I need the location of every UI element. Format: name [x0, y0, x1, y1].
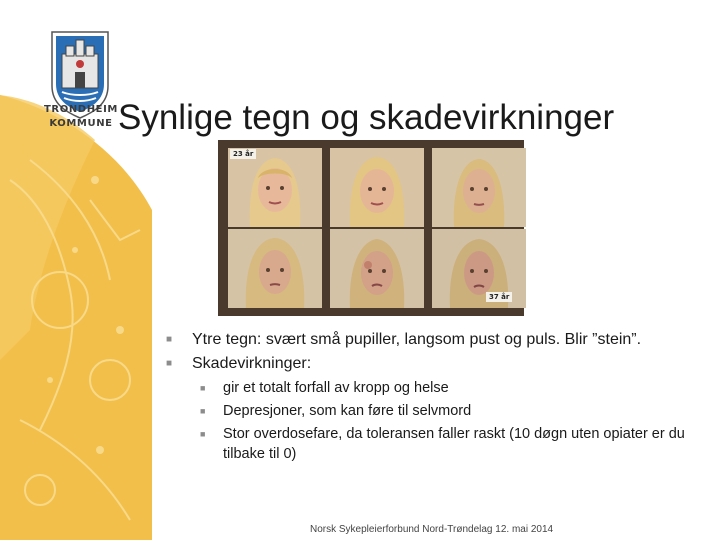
progression-photo — [218, 140, 524, 316]
bullet-text: Ytre tegn: svært små pupiller, langsom pust og puls. Blir ”stein”. — [192, 331, 642, 348]
face-photo-5 — [330, 229, 424, 308]
bullet-item — [166, 330, 686, 350]
bullet-square-icon: ■ — [200, 429, 206, 439]
face-photo-2 — [330, 148, 424, 227]
sub-bullet-list — [166, 378, 686, 464]
face-photo-4 — [228, 229, 322, 308]
sub-bullet-item — [200, 401, 686, 421]
slide-footer: Norsk Sykepleierforbund Nord-Trøndelag 12. mai 2014 — [310, 524, 554, 535]
bullet-text: Skadevirkninger: — [192, 355, 312, 372]
logo-text-kommune: KOMMUNE — [49, 118, 113, 129]
sub-bullet-text: Stor overdosefare, da toleransen faller raskt (10 døgn uten opiater er du tilbake til 0) — [223, 426, 685, 462]
age-label-end: 37 år — [486, 292, 512, 302]
bullet-item — [166, 354, 686, 374]
bullet-square-icon: ■ — [200, 406, 206, 416]
bullet-list — [166, 330, 686, 467]
bullet-square-icon: ■ — [200, 383, 206, 393]
sub-bullet-item — [200, 378, 686, 398]
slide-title: Synlige tegn og skadevirkninger — [118, 98, 615, 137]
age-label-start: 23 år — [230, 149, 256, 159]
sub-bullet-item — [200, 424, 686, 464]
face-photo-1 — [228, 148, 322, 227]
sub-bullet-text: gir et totalt forfall av kropp og helse — [223, 380, 449, 396]
bullet-square-icon: ■ — [166, 334, 173, 345]
bullet-square-icon: ■ — [166, 358, 173, 369]
logo-text-trondheim: TRONDHEIM — [44, 104, 118, 115]
face-photo-3 — [432, 148, 526, 227]
sub-bullet-text: Depresjoner, som kan føre til selvmord — [223, 403, 472, 419]
